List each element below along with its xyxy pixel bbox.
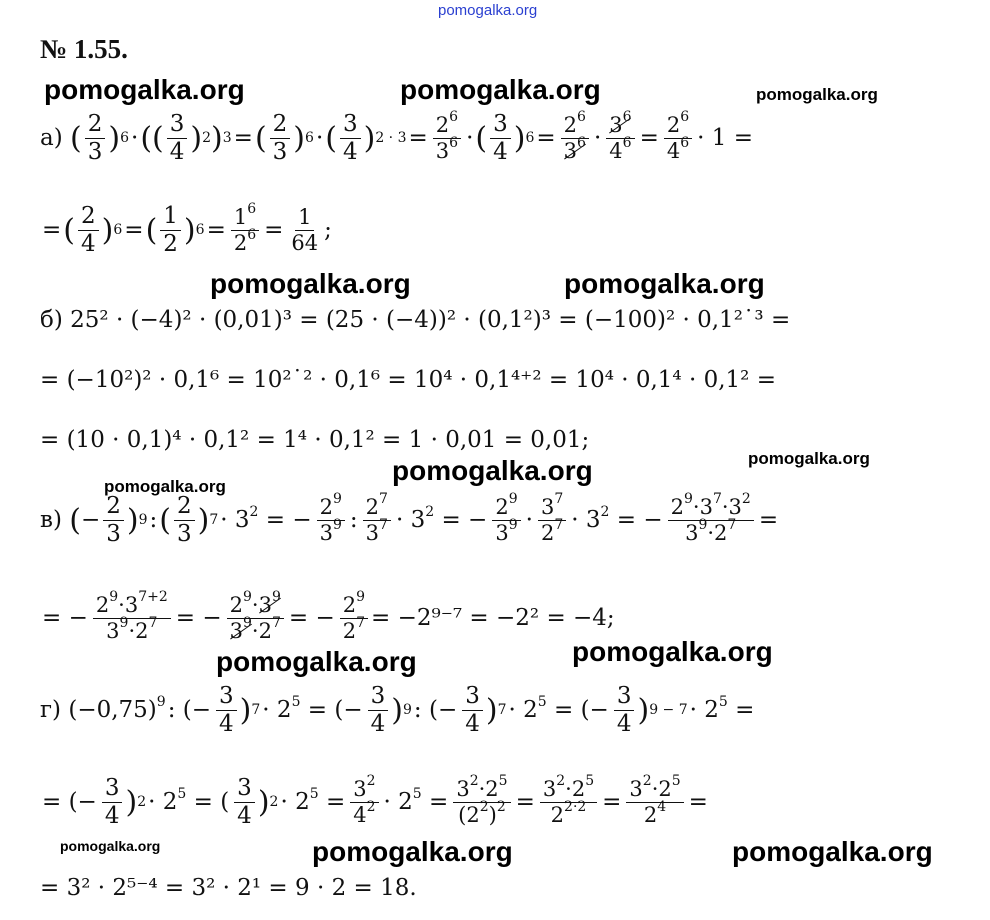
part-b-expr-3: = (10 · 0,1)⁴ · 0,1² = 1⁴ · 0,1² = 1 · 0,01 = 0,01; xyxy=(40,427,590,453)
watermark: pomogalka.org xyxy=(572,636,773,667)
part-b-expr-2: = (−10²)² · 0,1⁶ = 10²˙² · 0,1⁶ = 10⁴ · 0,1⁴⁺² = 10⁴ · 0,1⁴ · 0,1² = xyxy=(40,367,776,393)
part-g-expr-3: = 3² · 2⁵⁻⁴ = 3² · 2¹ = 9 · 2 = 18. xyxy=(40,875,417,901)
part-v-tail: = −2⁹⁻⁷ = −2² = −4; xyxy=(371,605,615,631)
part-v-label: в) xyxy=(40,507,62,533)
part-a-label: а) xyxy=(40,125,63,151)
watermark: pomogalka.org xyxy=(400,74,601,105)
watermark: pomogalka.org xyxy=(392,455,593,486)
part-g-label: г) xyxy=(40,697,62,723)
part-g-line-1: г) $(-0,75)^9$ : (− $\frac{3}{4}$ ) 7 · $2^5$ = (− $\frac{3}{4}$ ) 9 : (− $\frac{3}{4}$ ) 7 · $2^5$ = (− $\frac{3}{4}$ ) 9 − 7 · $2^5$ = xyxy=(40,683,755,737)
part-v-line-1: в) ( − 2 3 ) 9 : ( 2 3 ) 7 · $3^2$ = − $\frac{2^9}{3^9}$ : $2^7$ $3^7$ · $3^2$ = − $\frac{2^9}{3^9}$ · $3^7$ $2^7$ · $3^2$ = − $\frac{2^9\cdot 3^7\cdot 3^2}{3^9\cdot 2^7}$ = xyxy=(40,491,779,547)
watermark: pomogalka.org xyxy=(732,836,933,867)
problem-title: № 1.55. xyxy=(40,34,128,64)
part-g-line-3 xyxy=(40,858,417,918)
part-g-line-2: = (− $\frac{3}{4}$ ) 2 · $2^5$ = ( 3 4 ) 2 · $2^5$ = $\frac{3^2}{4^2}$ · $2^5$ = $\frac{3^2\cdot 2^5}{(2^2)^2}$ = $\frac{3^2\cdot 2^5}{2^{2\cdot 2}}$ = $\frac{3^2\cdot 2^5}{2^4}$ = xyxy=(42,773,708,829)
watermark: pomogalka.org xyxy=(216,646,417,677)
part-b-expr-1: 25² · (−4)² · (0,01)³ = (25 · (−4))² · (0,1²)³ = (−100)² · 0,1²˙³ = xyxy=(70,307,791,333)
watermark: pomogalka.org xyxy=(564,268,765,299)
part-b-line-2 xyxy=(40,350,776,410)
part-b-line-3 xyxy=(40,410,589,470)
watermark: pomogalka.org xyxy=(44,74,245,105)
part-a-line-2: = ( 2 4 ) 6 = ( 1 2 ) 6 = $\frac{1^6}{2^6}$ = $\frac{1}{64}$ ; xyxy=(42,201,332,257)
part-a-line-1: а) ( 2 3 ) 6 · (( 3 4 ) 2 ) 3 = ( 2 3 ) 6 · ( 3 4 ) 2 · 3 = $\frac{2^6}{3^6}$ · ( 3 4 ) 6 = $\frac{2^6}{3^6}$ · $\frac{3^6}{4^6}$ = $\frac{2^6}{4^6}$ · 1 = xyxy=(40,109,753,165)
watermark: pomogalka.org xyxy=(104,477,226,496)
watermark: pomogalka.org xyxy=(60,838,161,854)
part-v-line-2: = − $\frac{2^9\cdot 3^{7+2}}{3^9\cdot 2^7}$ = − $\frac{2^9\cdot 3^9}{3^9\cdot 2^7}$ = − $\frac{2^9}{2^7}$ = −2⁹⁻⁷ = −2² = −4; xyxy=(42,589,615,643)
watermark: pomogalka.org xyxy=(748,449,870,468)
watermark: pomogalka.org xyxy=(210,268,411,299)
part-b-label: б) xyxy=(40,307,63,333)
watermark: pomogalka.org xyxy=(756,85,878,104)
part-b-line-1 xyxy=(40,290,790,350)
watermark-top: pomogalka.org xyxy=(438,2,538,19)
watermark: pomogalka.org xyxy=(312,836,513,867)
